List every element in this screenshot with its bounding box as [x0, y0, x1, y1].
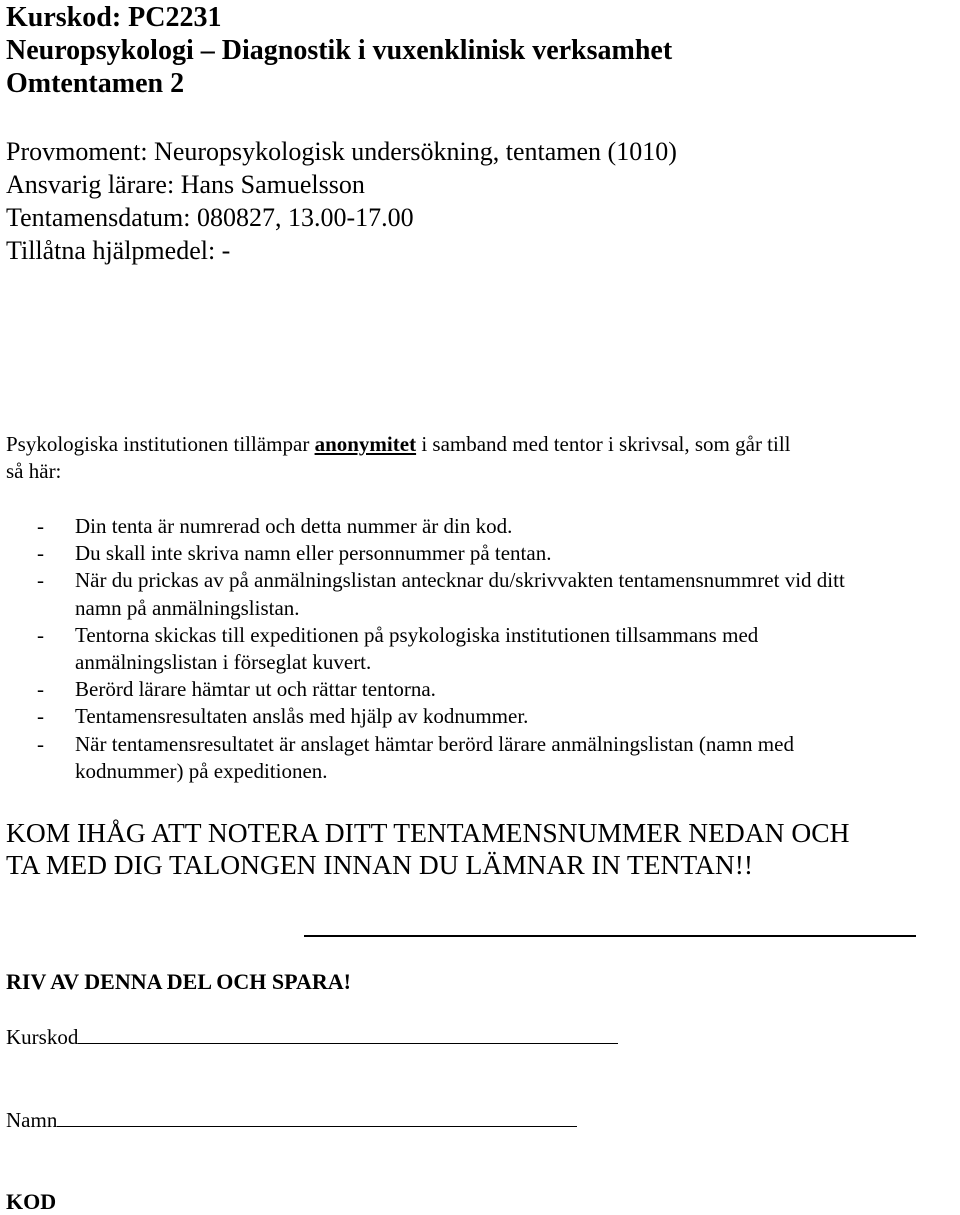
- rule-dash: -: [37, 731, 44, 756]
- course-code-label: Kurskod: [6, 1025, 79, 1049]
- exam-date: Tentamensdatum: 080827, 13.00-17.00: [6, 203, 414, 232]
- tear-off-instruction: RIV AV DENNA DEL OCH SPARA!: [6, 969, 351, 994]
- rule-item: [6, 703, 960, 730]
- rule-dash: -: [37, 677, 44, 702]
- tear-off-line: [304, 935, 916, 937]
- rule-text: Tentorna skickas till expeditionen på psykologiska institutionen tillsammans med: [75, 622, 759, 647]
- reminder-line-1: KOM IHÅG ATT NOTERA DITT TENTAMENSNUMMER NEDAN OCH: [6, 817, 850, 848]
- rule-item: [6, 567, 960, 621]
- anonymity-intro: [6, 431, 791, 458]
- rule-item: [6, 540, 960, 567]
- rule-text: Du skall inte skriva namn eller personnummer på tentan.: [75, 541, 552, 566]
- name-field: [6, 1107, 577, 1134]
- rule-text: När du prickas av på anmälningslistan antecknar du/skrivvakten tentamensnummret vid ditt: [75, 568, 845, 593]
- course-code-blank: [78, 1042, 618, 1044]
- rule-text: Berörd lärare hämtar ut och rättar tentorna.: [75, 677, 436, 702]
- exam-module: Provmoment: Neuropsykologisk undersökning, tentamen (1010): [6, 137, 677, 166]
- rule-text-continued: anmälningslistan i förseglat kuvert.: [75, 650, 372, 675]
- code-label: KOD: [6, 1189, 57, 1214]
- course-code: Kurskod: PC2231: [6, 2, 222, 33]
- intro-text-after: i samband med tentor i skrivsal, som går till: [416, 432, 791, 456]
- course-code-field: [6, 1024, 618, 1051]
- anonymity-rules-list: [6, 513, 960, 785]
- name-label: Namn: [6, 1108, 58, 1132]
- rule-text-continued: kodnummer) på expeditionen.: [75, 758, 328, 783]
- exam-title: Omtentamen 2: [6, 68, 185, 99]
- anonymity-intro-line2: så här:: [6, 459, 62, 483]
- reminder-line-2: TA MED DIG TALONGEN INNAN DU LÄMNAR IN TENTAN!!: [6, 849, 754, 880]
- anonymity-emphasis: anonymitet: [314, 432, 417, 456]
- rule-text: Din tenta är numrerad och detta nummer är din kod.: [75, 514, 513, 538]
- name-blank: [57, 1125, 577, 1127]
- rule-item: [6, 676, 960, 703]
- rule-text: Tentamensresultaten anslås med hjälp av kodnummer.: [75, 704, 529, 729]
- responsible-teacher: Ansvarig lärare: Hans Samuelsson: [6, 170, 365, 199]
- rule-dash: -: [37, 704, 44, 729]
- rule-dash: -: [37, 622, 44, 647]
- rule-item: [6, 731, 960, 785]
- rule-item: [6, 622, 960, 676]
- rule-dash: -: [37, 568, 44, 593]
- rule-text-continued: namn på anmälningslistan.: [75, 595, 300, 620]
- rule-item: [6, 513, 960, 540]
- reminder-notice: [6, 817, 849, 881]
- allowed-aids: Tillåtna hjälpmedel: -: [6, 236, 231, 265]
- rule-dash: -: [37, 541, 44, 566]
- intro-text-before: Psykologiska institutionen tillämpar: [6, 432, 315, 456]
- rule-text: När tentamensresultatet är anslaget hämtar berörd lärare anmälningslistan (namn med: [75, 731, 794, 756]
- rule-dash: -: [37, 514, 44, 538]
- course-name: Neuropsykologi – Diagnostik i vuxenklinisk verksamhet: [6, 35, 673, 66]
